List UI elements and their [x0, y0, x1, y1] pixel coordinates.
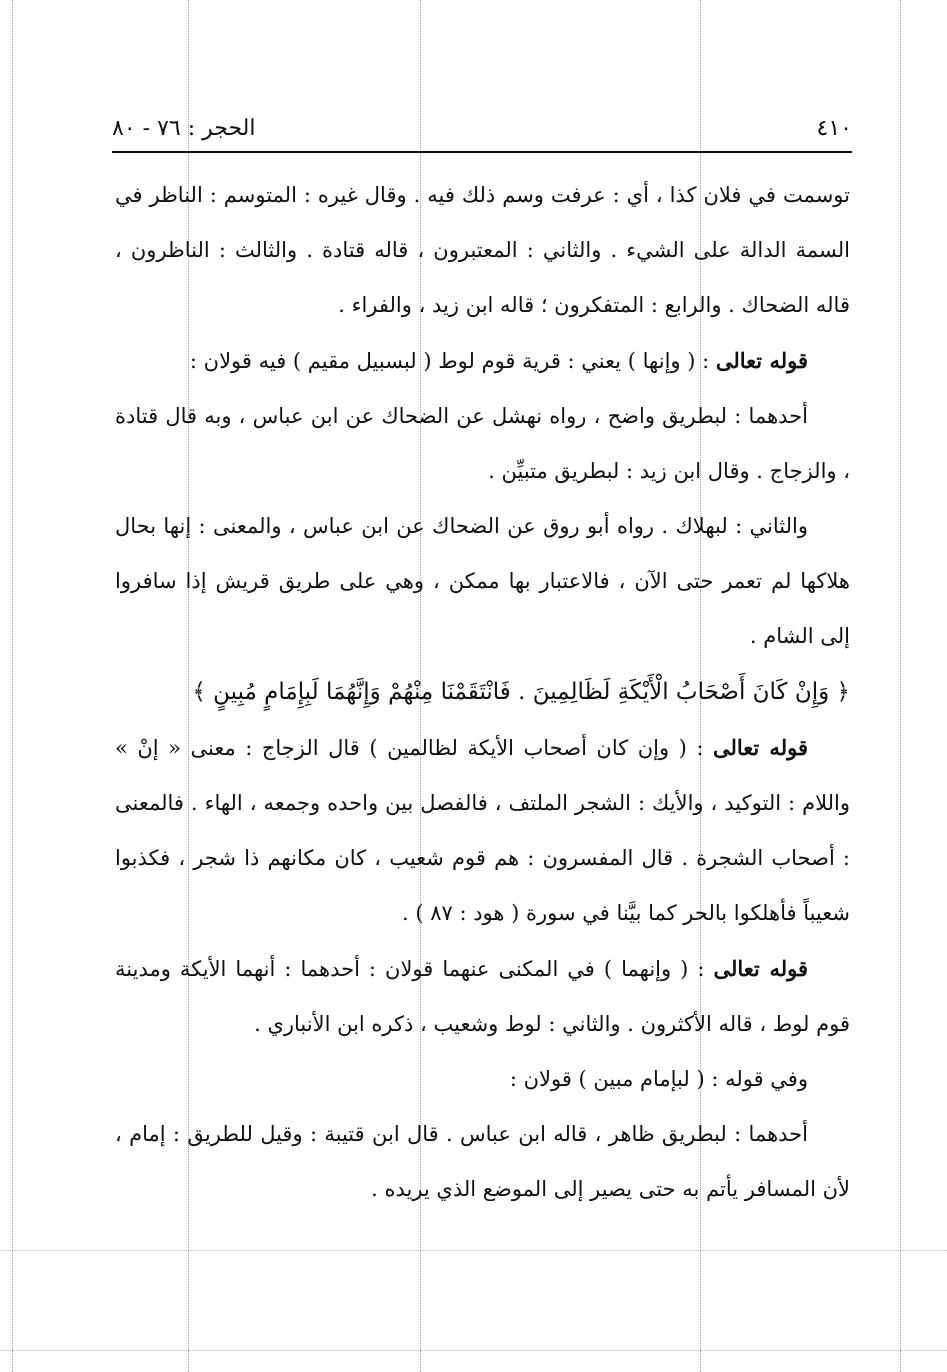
scan-guide-line	[12, 0, 13, 1372]
paragraph: قوله تعالى : ( وإنهما ) في المكنى عنهما قولان : أحدهما : أنهما الأيكة ومدينة قوم لوط ، قاله الأكثرون . والثاني : لوط وشعيب ، ذكره ابن الأنباري .	[115, 956, 850, 1036]
paragraph-lead: قوله تعالى	[715, 348, 808, 373]
paragraph: أحدهما : لبطريق ظاهر ، قاله ابن عباس . قال ابن قتيبة : وقيل للطريق : إمام ، لأن المسافر يأتم به حتى يصير إلى الموضع الذي يريده .	[115, 1122, 850, 1201]
quran-verse: ﴿ وَإِنْ كَانَ أَصْحَابُ الْأَيْكَةِ لَظَالِمِينَ . فَانْتَقَمْنَا مِنْهُمْ وَإِنَّهُمَا لَبِإِمَامٍ مُبِينٍ ﴾	[192, 679, 850, 705]
scan-guide-line	[900, 0, 901, 1372]
paragraph-lead: قوله تعالى	[713, 956, 808, 981]
paragraph: أحدهما : لبطريق واضح ، رواه نهشل عن الضحاك عن ابن عباس ، وبه قال قتادة ، والزجاج . وقال ابن زيد : لبطريق متبيِّن .	[115, 404, 850, 483]
paragraph: قوله تعالى : ( وإن كان أصحاب الأيكة لظالمين ) قال الزجاج : معنى « إنْ » واللام : التوكيد ، والأيك : الشجر الملتف ، فالفصل بين واحده وجمعه ، الهاء . فالمعنى : أصحاب الشجرة . قال المفسرون : هم قوم شعيب ، كان مكانهم ذا شجر ، فكذبوا شعيباً فأهلكوا بالحر كما بيَّنا في سورة ( هود : ٨٧ ) .	[115, 735, 850, 925]
scan-guide-line	[0, 1350, 947, 1351]
paragraph-lead: قوله تعالى	[713, 735, 808, 760]
chapter-title: الحجر : ٧٦ - ٨٠	[112, 115, 256, 141]
paragraph: وفي قوله : ( لبإمام مبين ) قولان :	[509, 1067, 808, 1091]
header-rule	[112, 151, 852, 153]
paragraph: توسمت في فلان كذا ، أي : عرفت وسم ذلك فيه . وقال غيره : المتوسم : الناظر في السمة الدالة على الشيء . والثاني : المعتبرون ، قاله قتادة . والثالث : الناظرون ، قاله الضحاك . والرابع : المتفكرون ؛ قاله ابن زيد ، والفراء .	[115, 183, 850, 317]
running-header	[112, 108, 852, 148]
page-body	[115, 168, 850, 1217]
scan-guide-line	[0, 1250, 947, 1251]
paragraph: والثاني : لبهلاك . رواه أبو روق عن الضحاك عن ابن عباس ، والمعنى : إنها بحال هلاكها لم تعمر حتى الآن ، فالاعتبار بها ممكن ، وهي على طريق قريش إذا سافروا إلى الشام .	[115, 514, 850, 648]
page-number: ٤١٠	[816, 115, 852, 141]
paragraph: قوله تعالى : ( وإنها ) يعني : قرية قوم لوط ( لبسبيل مقيم ) فيه قولان :	[189, 348, 808, 373]
